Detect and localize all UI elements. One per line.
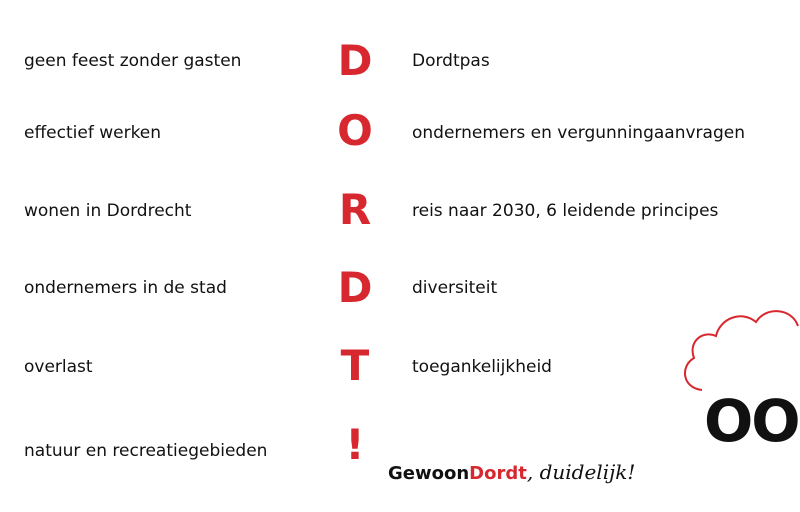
brand-logo [388,460,635,484]
acronym-letter-d1: D [337,36,373,85]
right-item-dordtpas: Dordtpas [412,51,490,71]
acronym-letter-d2: D [337,263,373,312]
left-item-natuur: natuur en recreatiegebieden [24,441,268,461]
cloud-logo-text: OO [704,387,799,455]
right-item-reis-2030: reis naar 2030, 6 leidende principes [412,201,719,221]
right-item-vergunning: ondernemers en vergunningaanvragen [412,123,745,143]
brand-tagline: , duidelijk! [526,460,636,484]
left-item-effectief: effectief werken [24,123,162,143]
brand-part-dordt: Dordt [469,463,527,484]
right-item-diversiteit: diversiteit [412,278,498,298]
left-item-ondernemers-stad: ondernemers in de stad [24,278,227,298]
acronym-letter-t: T [340,341,370,390]
acronym-letter-o: O [337,106,373,155]
right-item-toegankelijkheid: toegankelijkheid [412,357,552,377]
left-item-overlast: overlast [24,357,93,377]
acronym-letter-r: R [338,185,372,234]
left-item-feest: geen feest zonder gasten [24,51,242,71]
cloud-logo [680,300,799,460]
left-item-wonen: wonen in Dordrecht [24,201,192,221]
acronym-letter-exclamation: ! [345,420,365,469]
brand-part-gewoon: Gewoon [388,463,470,484]
